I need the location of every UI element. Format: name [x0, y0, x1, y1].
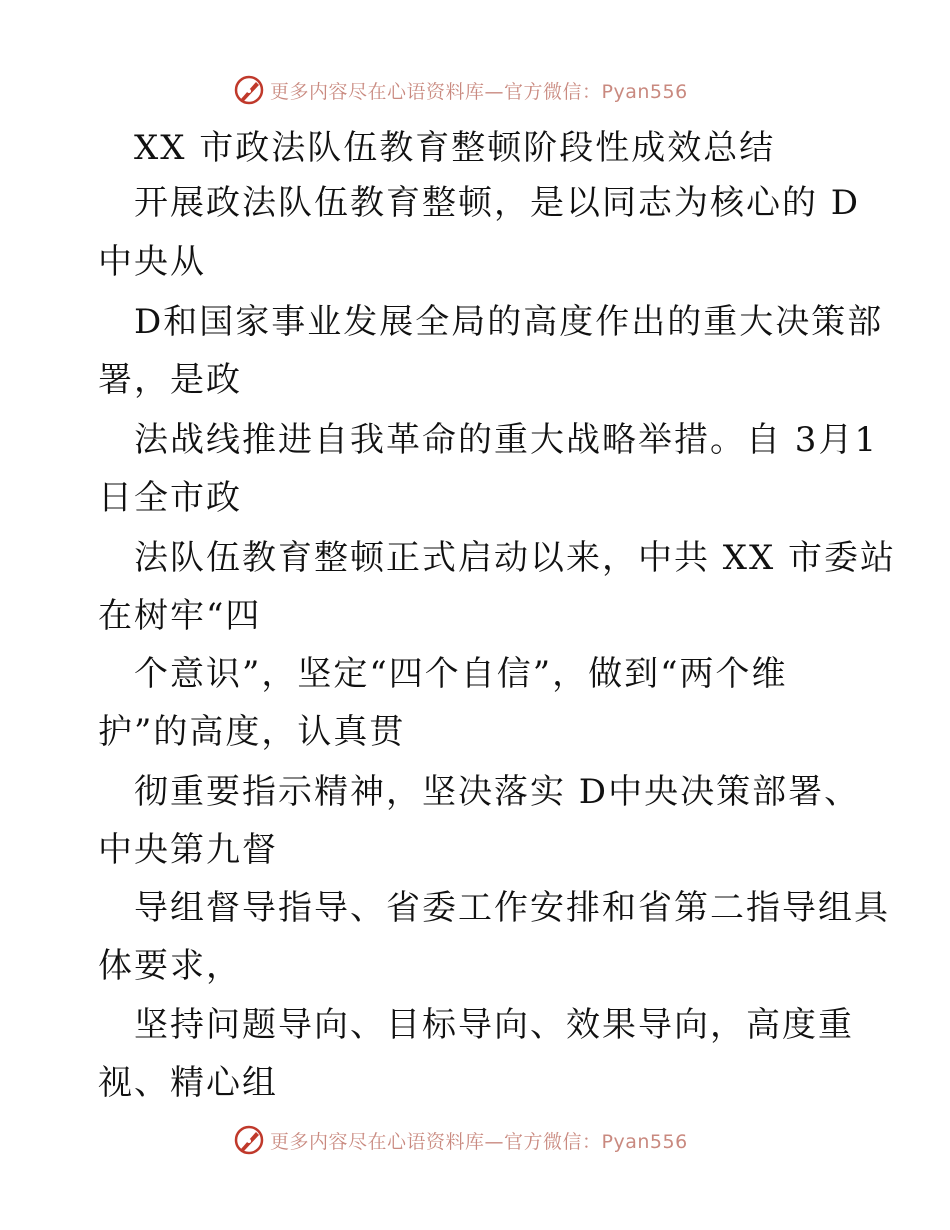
watermark-text: 更多内容尽在心语资料库—官方微信：Pyan556 — [270, 1130, 688, 1153]
watermark-banner-bottom — [232, 1122, 688, 1158]
pen-circle-logo-icon — [232, 73, 266, 107]
text-line: 日全市政 — [98, 478, 242, 518]
text-line: 护”的高度，认真贯 — [98, 712, 406, 752]
text-line: 开展政法队伍教育整顿，是以同志为核心的 D — [134, 183, 861, 223]
watermark-text: 更多内容尽在心语资料库—官方微信：Pyan556 — [270, 80, 688, 103]
text-line: 中央从 — [98, 242, 206, 282]
text-line: 法队伍教育整顿正式启动以来，中共 XX 市委站 — [134, 538, 897, 578]
text-line: 彻重要指示精神，坚决落实 D中央决策部署、 — [134, 772, 861, 812]
text-line: 坚持问题导向、目标导向、效果导向，高度重 — [134, 1005, 854, 1045]
text-line: 体要求， — [98, 946, 242, 986]
text-line: 个意识”，坚定“四个自信”，做到“两个维 — [134, 654, 788, 694]
text-line: 在树牢“四 — [98, 596, 262, 636]
text-line: 署，是政 — [98, 360, 242, 400]
document-title: XX 市政法队伍教育整顿阶段性成效总结 — [134, 128, 776, 168]
watermark-banner-top — [232, 72, 688, 108]
pen-circle-logo-icon — [232, 1123, 266, 1157]
text-line: 法战线推进自我革命的重大战略举措。自 3月1 — [134, 420, 879, 460]
text-line: D和国家事业发展全局的高度作出的重大决策部 — [134, 302, 884, 342]
text-line: 导组督导指导、省委工作安排和省第二指导组具 — [134, 888, 890, 928]
text-line: 视、精心组 — [98, 1063, 278, 1103]
text-line: 中央第九督 — [98, 830, 278, 870]
